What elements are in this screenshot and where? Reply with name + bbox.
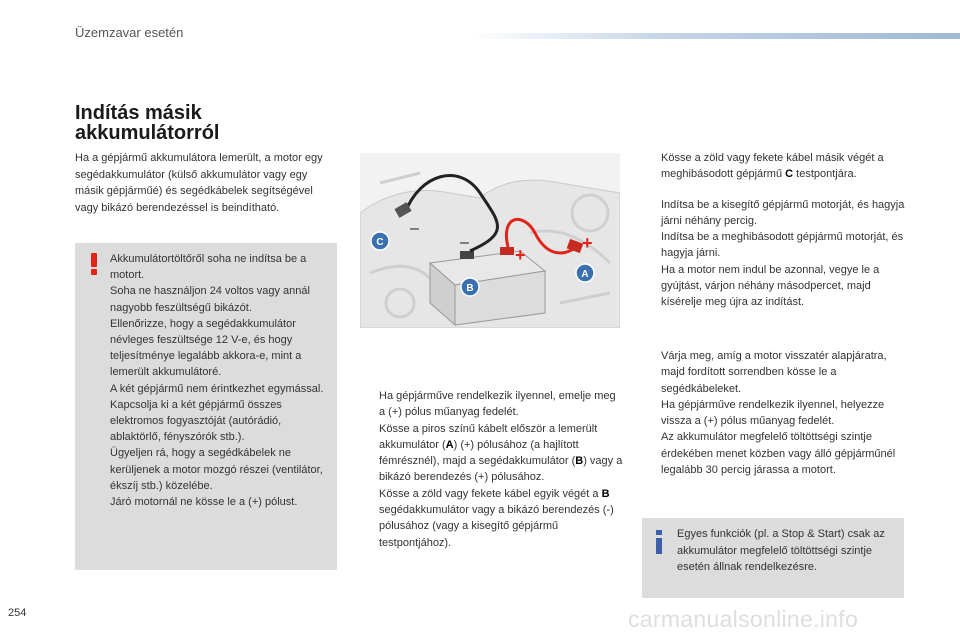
warning-line: A két gépjármű nem érintkezhet egymással. (110, 382, 324, 395)
step-item: Indítsa be a meghibásodott gépjármű motorját, és hagyja járni. Ha a motor nem indul be azonnal, vegye le a gyújtást, várjon néhány másodpercet, majd kísérelje meg újra az indítást. (661, 231, 904, 309)
warning-line: Kapcsolja ki a két gépjármű összes elektromos fogyasztóját (autórádió, ablaktörlő, fényszórók stb.). (110, 398, 282, 444)
svg-text:A: A (581, 269, 589, 280)
info-text: Egyes funkciók (pl. a Stop & Start) csak az akkumulátor megfelelő töltöttségi szintje esetén állnak rendelkezésre. (677, 528, 885, 573)
watermark: carmanualsonline.info (628, 606, 859, 632)
steps-column-right-bottom (644, 348, 909, 478)
badge-c (371, 232, 389, 250)
step-item: Kösse a piros színű kábelt először a lemerült akkumulátor (A) (+) pólusához (a hajlított fémrésznél), majd a segédakkumulátor (B) vagy a bikázó berendezés (+) pólusához. (379, 422, 623, 484)
page-number: 254 (8, 607, 27, 619)
svg-text:C: C (376, 237, 384, 248)
badge-a (576, 264, 594, 282)
header-bar (470, 33, 960, 39)
step-item: Ha gépjárműve rendelkezik ilyennel, emelje meg a (+) pólus műanyag fedelét. (379, 390, 616, 419)
minus-sign: – (410, 220, 419, 237)
step-item: Kösse a zöld vagy fekete kábel egyik végét a B segédakkumulátor vagy a bikázó berendezés (-) pólusához (vagy a kisegítő gépjármű testpontjához). (379, 487, 614, 549)
plus-sign: + (515, 245, 526, 265)
step-item: Ha gépjárműve rendelkezik ilyennel, helyezze vissza a (+) pólus műanyag fedelét. (661, 398, 885, 428)
badge-b (461, 278, 479, 296)
engine-bay-drawing (360, 153, 620, 328)
steps-column-right-top (644, 150, 909, 311)
warning-line: Ügyeljen rá, hogy a segédkábelek ne kerüljenek a motor mozgó részei (ventilátor, ékszíj stb.) közelébe. (110, 447, 323, 492)
warning-line: Járó motornál ne kösse le a (+) pólust. (110, 496, 298, 509)
step-item: Kösse a zöld vagy fekete kábel másik végét a meghibásodott gépjármű C testpontjára. (661, 152, 884, 181)
page-title-line-2: akkumulátorról (75, 122, 220, 144)
intro-paragraph: Ha a gépjármű akkumulátora lemerült, a motor egy segédakkumulátor (külső akkumulátor vagy egy másik gépjárműé) és segédkábelek segítségével vagy bikázó berendezéssel is beindítható. (75, 152, 323, 214)
step-item: Várja meg, amíg a motor visszatér alapjáratra, majd fordított sorrendben kösse le a segédkábeleket. (661, 350, 887, 395)
plus-sign: + (582, 233, 593, 253)
step-item: Indítsa be a kisegítő gépjármű motorját, és hagyja járni néhány percig. (661, 198, 905, 227)
steps-column-middle (362, 388, 624, 551)
warning-text (110, 251, 332, 510)
jump-start-illustration (360, 153, 620, 328)
step-item: Az akkumulátor megfelelő töltöttségi szintje érdekében menet közben vagy álló gépjárműnél legalább 30 percig járassa a motort. (661, 431, 896, 477)
svg-text:B: B (466, 283, 474, 294)
info-box (642, 518, 904, 598)
page-title-line-1: Indítás másik (75, 102, 202, 124)
warning-box (75, 243, 337, 570)
warning-line: Akkumulátortöltőről soha ne indítsa be a motort. (110, 253, 307, 282)
minus-sign: – (460, 234, 469, 251)
section-title: Üzemzavar esetén (75, 25, 184, 40)
info-icon (652, 530, 666, 554)
page-title (75, 103, 219, 143)
exclamation-icon (85, 253, 103, 275)
warning-line: Ellenőrizze, hogy a segédakkumulátor névleges feszültsége 12 V-e, és hogy teljesítménye legalább akkora-e, mint a lemerült akkumulátoré. (110, 317, 302, 379)
warning-line: Soha ne használjon 24 voltos vagy annál nagyobb feszültségű bikázót. (110, 285, 310, 314)
